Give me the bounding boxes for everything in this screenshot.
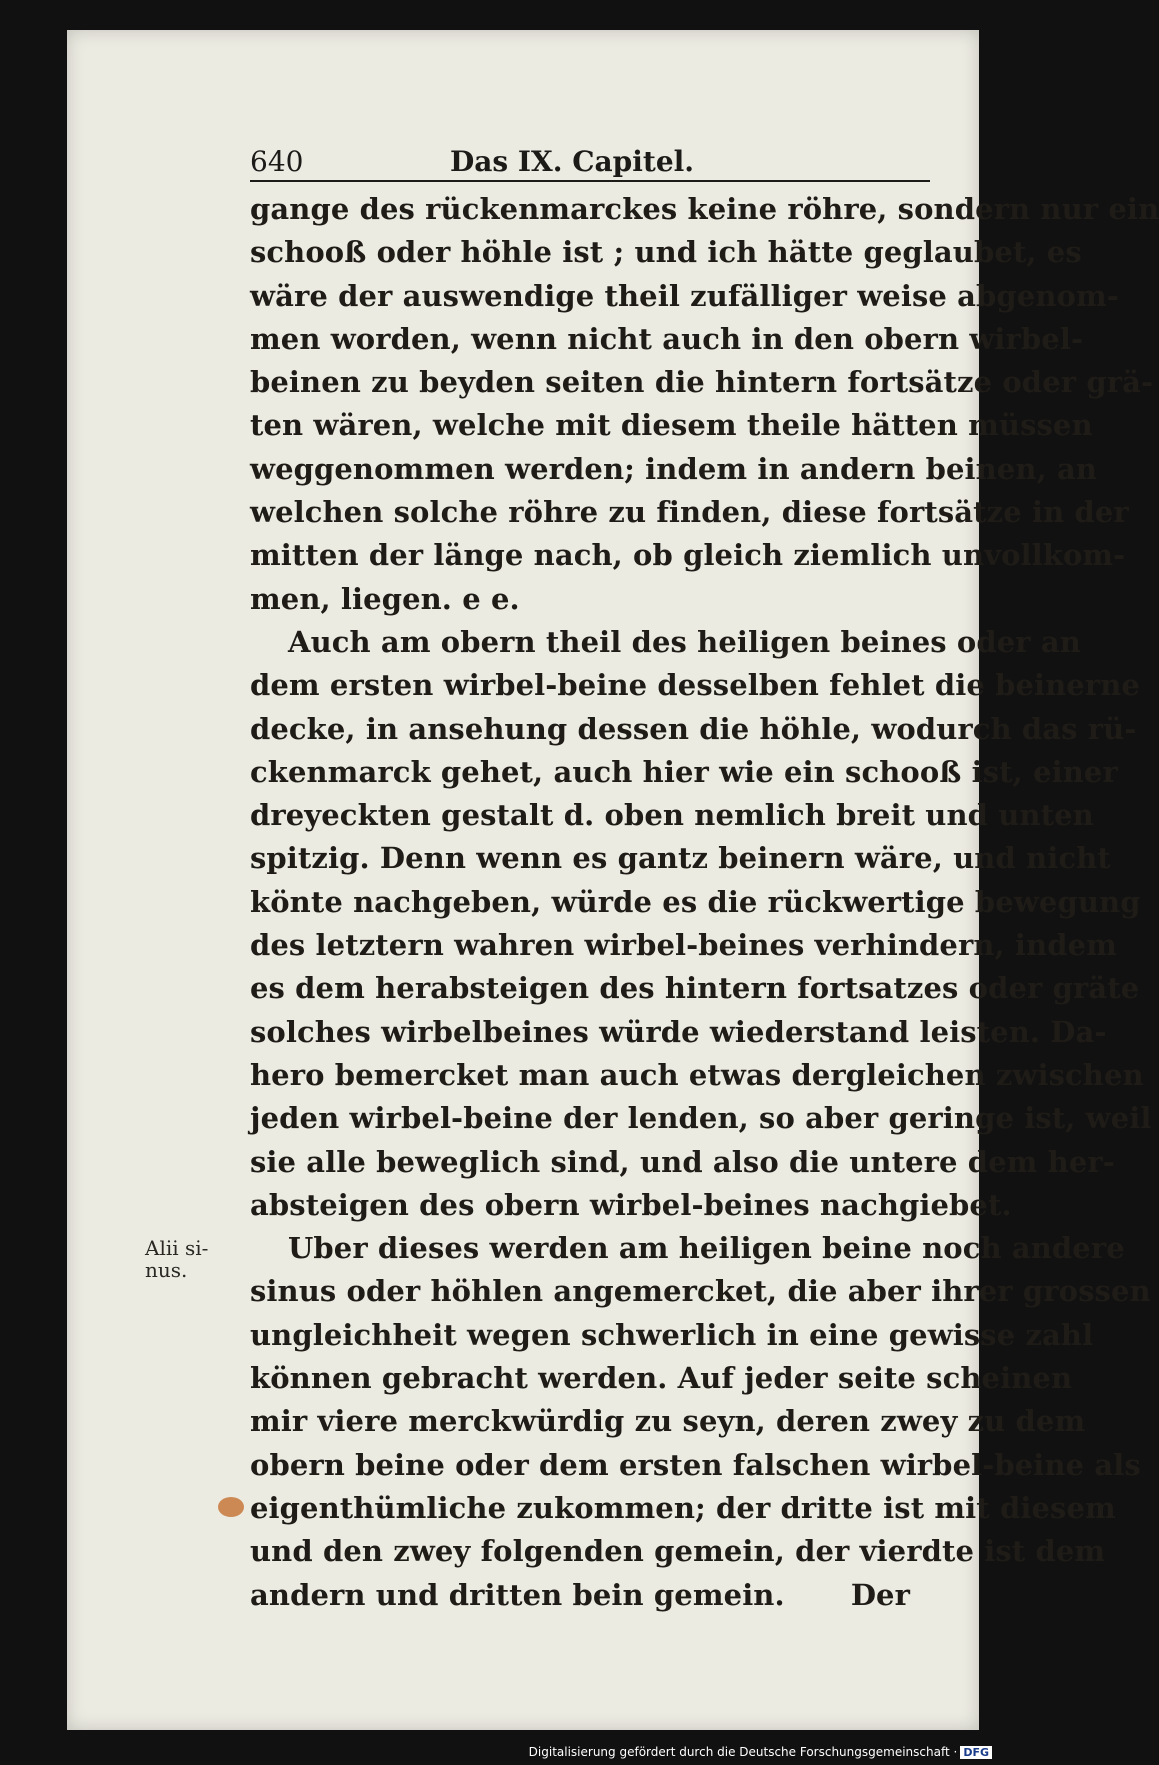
margin-note-text: Alii si- nus. (145, 1236, 209, 1282)
body-text (250, 188, 1159, 1617)
text-line: hero bemercket man auch etwas dergleichen zwischen (250, 1057, 1144, 1092)
text-line: Auch am obern theil des heiligen beines oder an (288, 624, 1081, 659)
text-line: ckenmarck gehet, auch hier wie ein schooß ist, einer (250, 754, 1118, 789)
text-line: dem ersten wirbel-beine desselben fehlet die beinerne (250, 668, 1140, 703)
text-line: sie alle beweglich sind, und also die untere dem her- (250, 1144, 1115, 1179)
text-line: solches wirbelbeines würde wiederstand leisten. Da- (250, 1014, 1107, 1049)
running-title: Das IX. Capitel. (450, 145, 695, 178)
text-line: schooß oder höhle ist ; und ich hätte geglaubet, es (250, 235, 1082, 270)
text-line: Uber dieses werden am heiligen beine noch andere (288, 1231, 1125, 1266)
header-rule (250, 180, 930, 182)
text-line: mir viere merckwürdig zu seyn, deren zwey zu dem (250, 1404, 1086, 1439)
text-line: eigenthümliche zukommen; der dritte ist mit diesem (250, 1490, 1116, 1525)
text-line: men worden, wenn nicht auch in den obern wirbel- (250, 321, 1084, 356)
dfg-logo: DFG (960, 1746, 992, 1759)
text-line: mitten der länge nach, ob gleich ziemlich unvollkom- (250, 538, 1126, 573)
text-line: könte nachgeben, würde es die rückwertige bewegung (250, 884, 1141, 919)
page-number: 640 (250, 145, 304, 178)
text-line: absteigen des obern wirbel-beines nachgiebet. (250, 1187, 1012, 1222)
text-line: welchen solche röhre zu finden, diese fortsätze in der (250, 495, 1129, 530)
text-line: dreyeckten gestalt d. oben nemlich breit und unten (250, 798, 1094, 833)
catchword: Der (850, 1577, 910, 1612)
paper-stain (218, 1497, 244, 1517)
text-line: wäre der auswendige theil zufälliger weise abgenom- (250, 278, 1119, 313)
text-line: ten wären, welche mit diesem theile hätten müssen (250, 408, 1093, 443)
digitization-footer (529, 1745, 992, 1759)
text-line: obern beine oder dem ersten falschen wirbel-beine als (250, 1447, 1141, 1482)
text-line: sinus oder höhlen angemercket, die aber ihrer grossen (250, 1274, 1151, 1309)
text-line-content: andern und dritten bein gemein. (250, 1577, 785, 1612)
margin-note (145, 1237, 233, 1281)
text-line: können gebracht werden. Auf jeder seite scheinen (250, 1361, 1073, 1396)
text-line: beinen zu beyden seiten die hintern fortsätze oder grä- (250, 365, 1154, 400)
text-line: jeden wirbel-beine der lenden, so aber geringe ist, weil (250, 1101, 1152, 1136)
text-line: ungleichheit wegen schwerlich in eine gewisse zahl (250, 1317, 1094, 1352)
footer-text: Digitalisierung gefördert durch die Deutsche Forschungsgemeinschaft · (528, 1745, 958, 1759)
text-line: spitzig. Denn wenn es gantz beinern wäre, und nicht (250, 841, 1111, 876)
text-line: gange des rückenmarckes keine röhre, sondern nur ein (250, 192, 1159, 226)
text-line: weggenommen werden; indem in andern beinen, an (250, 451, 1098, 486)
text-line (250, 1574, 940, 1617)
text-line: es dem herabsteigen des hintern fortsatzes oder gräte (250, 971, 1140, 1006)
text-line: und den zwey folgenden gemein, der vierdte ist dem (250, 1534, 1106, 1569)
text-line: decke, in ansehung dessen die höhle, wodurch das rü- (250, 711, 1137, 746)
text-line: men, liegen. e e. (250, 581, 520, 616)
text-line: des letztern wahren wirbel-beines verhindern, indem (250, 928, 1117, 963)
running-head (250, 145, 930, 181)
